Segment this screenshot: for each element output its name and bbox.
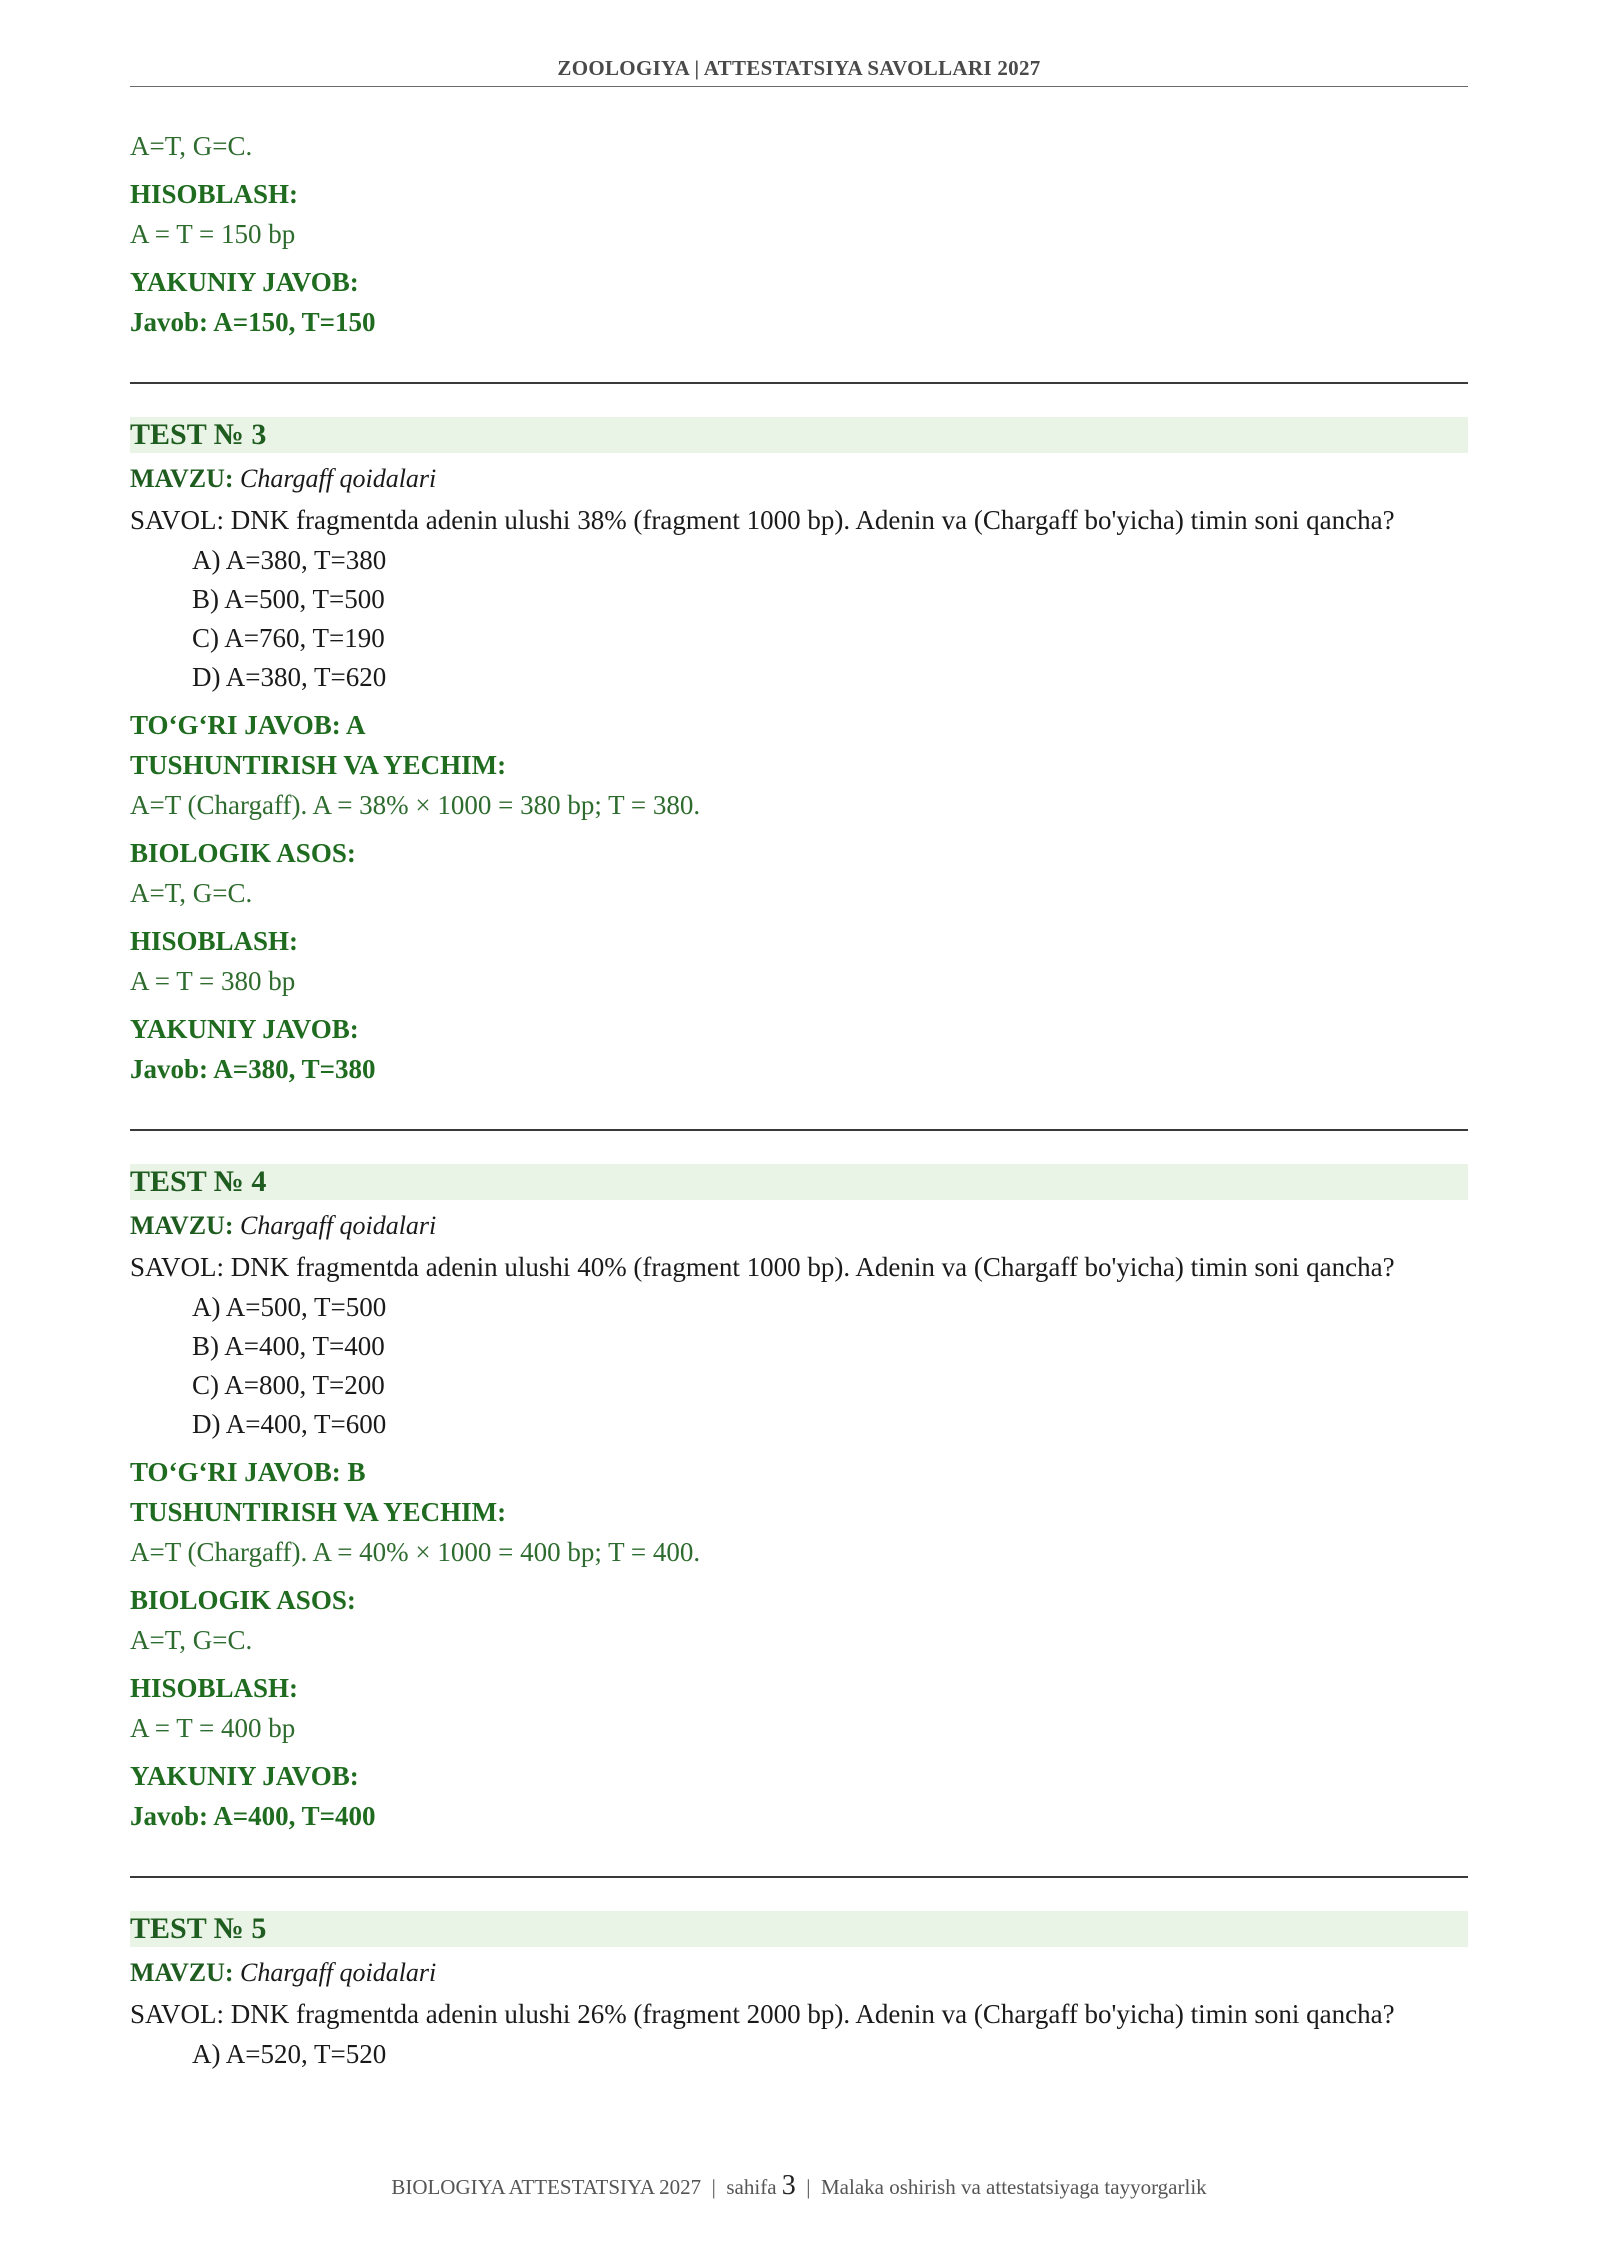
biologik-text: A=T, G=C.	[130, 1625, 253, 1655]
hisoblash-label: HISOBLASH:	[130, 179, 299, 209]
answer-option-b: B) A=400, T=400	[192, 1331, 385, 1361]
correct-answer: TO‘G‘RI JAVOB: A	[130, 710, 366, 740]
answer-option-c: C) A=760, T=190	[192, 623, 385, 653]
answer-option-c: C) A=800, T=200	[192, 1370, 385, 1400]
yakuniy-label: YAKUNIY JAVOB:	[130, 267, 359, 297]
yakuniy-label: YAKUNIY JAVOB:	[130, 1761, 359, 1791]
header-rule	[130, 86, 1468, 87]
hisoblash-label: HISOBLASH:	[130, 1673, 299, 1703]
answer-option-d: D) A=380, T=620	[192, 662, 387, 692]
answer-option-b: B) A=500, T=500	[192, 584, 385, 614]
answer-option-a: A) A=380, T=380	[192, 545, 387, 575]
biologik-text: A=T, G=C.	[130, 878, 253, 908]
question-text: SAVOL: DNK fragmentda adenin ulushi 38% (fragment 1000 bp). Adenin va (Chargaff bo'yicha) timin soni qancha?	[130, 505, 1395, 535]
explanation-text: A=T (Chargaff). A = 40% × 1000 = 400 bp; T = 400.	[130, 1537, 701, 1567]
footer-page-label: sahifa	[726, 2175, 777, 2199]
correct-answer: TO‘G‘RI JAVOB: B	[130, 1457, 366, 1487]
final-answer: Javob: A=380, T=380	[130, 1054, 376, 1084]
footer-right: Malaka oshirish va attestatsiyaga tayyorgarlik	[821, 2175, 1207, 2199]
answer-option-a: A) A=500, T=500	[192, 1292, 387, 1322]
biologik-text: A=T, G=C.	[130, 131, 253, 161]
yakuniy-label: YAKUNIY JAVOB:	[130, 1014, 359, 1044]
test-separator	[130, 382, 1468, 384]
hisoblash-text: A = T = 150 bp	[130, 219, 296, 249]
topic-label: MAVZU:	[130, 464, 234, 493]
topic-value: Chargaff qoidalari	[240, 1958, 437, 1987]
footer-separator: |	[711, 2175, 716, 2199]
explanation-label: TUSHUNTIRISH VA YECHIM:	[130, 750, 507, 780]
page-content	[130, 126, 1468, 2074]
question-text: SAVOL: DNK fragmentda adenin ulushi 40% (fragment 1000 bp). Adenin va (Chargaff bo'yicha) timin soni qancha?	[130, 1252, 1395, 1282]
test-title: TEST № 5	[130, 1911, 1468, 1947]
topic-label: MAVZU:	[130, 1958, 234, 1987]
test-title: TEST № 3	[130, 417, 1468, 453]
page-number: 3	[781, 2170, 796, 2201]
answer-option-a: A) A=520, T=520	[192, 2039, 387, 2069]
hisoblash-label: HISOBLASH:	[130, 926, 299, 956]
topic-line	[130, 1206, 1468, 1246]
hisoblash-text: A = T = 400 bp	[130, 1713, 296, 1743]
answer-option-d: D) A=400, T=600	[192, 1409, 387, 1439]
hisoblash-text: A = T = 380 bp	[130, 966, 296, 996]
test-separator	[130, 1129, 1468, 1131]
biologik-label: BIOLOGIK ASOS:	[130, 1585, 356, 1615]
footer-separator: |	[806, 2175, 811, 2199]
page-footer	[130, 2170, 1468, 2202]
footer-left: BIOLOGIYA ATTESTATSIYA 2027	[391, 2175, 702, 2199]
biologik-label: BIOLOGIK ASOS:	[130, 838, 356, 868]
topic-label: MAVZU:	[130, 1211, 234, 1240]
topic-value: Chargaff qoidalari	[240, 464, 437, 493]
test-separator	[130, 1876, 1468, 1878]
topic-value: Chargaff qoidalari	[240, 1211, 437, 1240]
topic-line	[130, 1953, 1468, 1993]
final-answer: Javob: A=400, T=400	[130, 1801, 376, 1831]
test-title: TEST № 4	[130, 1164, 1468, 1200]
topic-line	[130, 459, 1468, 499]
page-header: ZOOLOGIYA | ATTESTATSIYA SAVOLLARI 2027	[557, 56, 1041, 80]
explanation-label: TUSHUNTIRISH VA YECHIM:	[130, 1497, 507, 1527]
question-text: SAVOL: DNK fragmentda adenin ulushi 26% (fragment 2000 bp). Adenin va (Chargaff bo'yicha) timin soni qancha?	[130, 1999, 1395, 2029]
final-answer: Javob: A=150, T=150	[130, 307, 376, 337]
explanation-text: A=T (Chargaff). A = 38% × 1000 = 380 bp; T = 380.	[130, 790, 701, 820]
